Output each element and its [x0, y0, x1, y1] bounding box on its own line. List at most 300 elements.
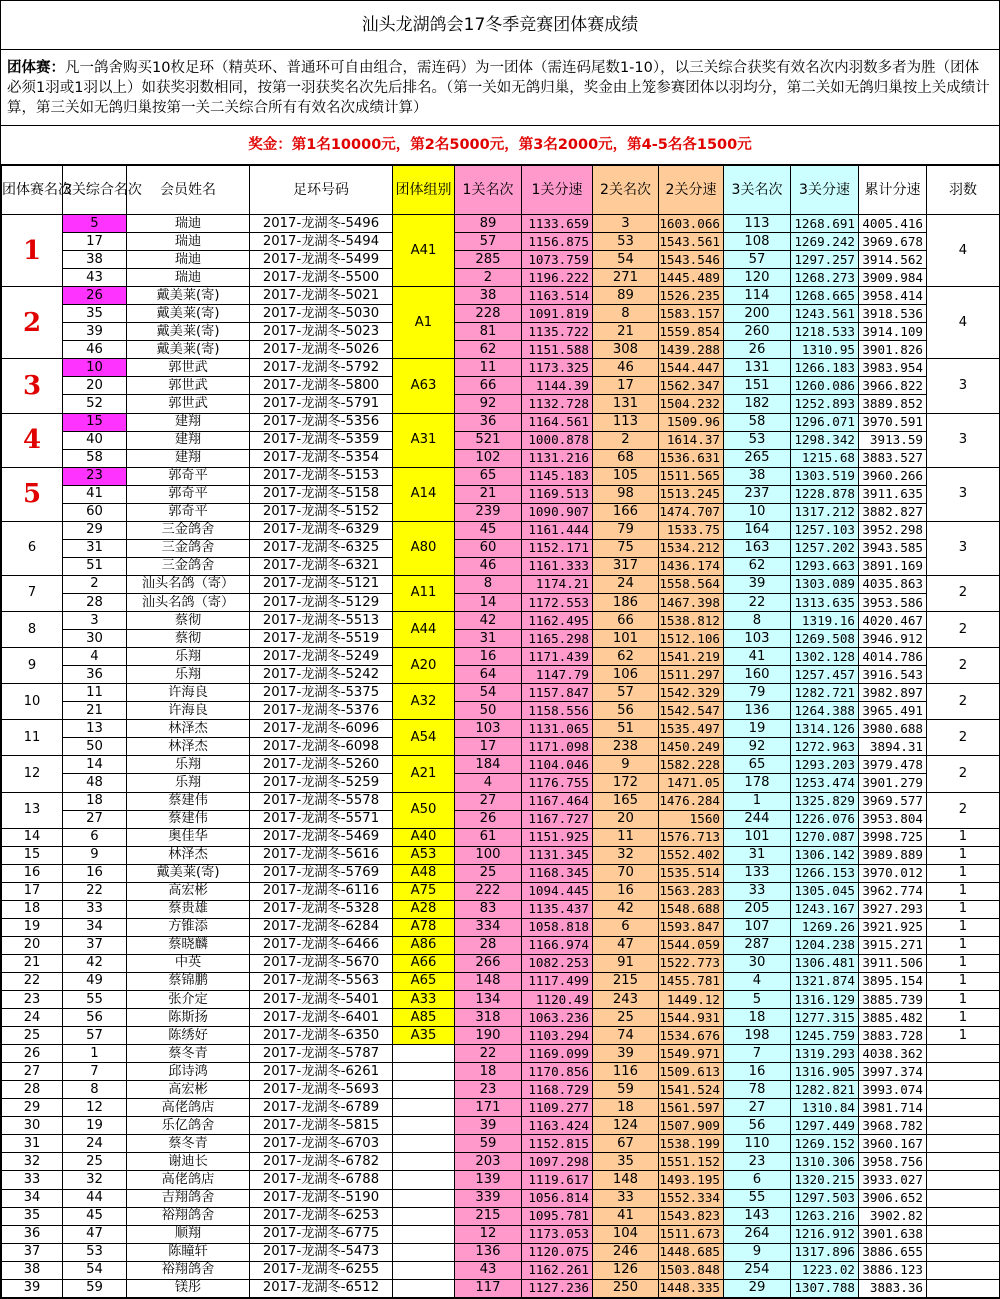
- ring-number: 2017-龙湖冬-5499: [250, 251, 393, 269]
- stage1-rank: 62: [455, 341, 522, 359]
- ring-number: 2017-龙湖冬-5259: [250, 774, 393, 792]
- member-name: 郭奇平: [127, 485, 250, 503]
- stage1-speed: 1056.814: [522, 1189, 593, 1207]
- stage3-rank: 143: [724, 1207, 791, 1225]
- stage2-rank: 70: [593, 864, 659, 882]
- bird-count: 1: [927, 864, 1000, 882]
- stage3-rank: 22: [724, 593, 791, 611]
- bird-count: 3: [927, 467, 1000, 521]
- stage2-rank: 20: [593, 810, 659, 828]
- stage2-speed: 1436.174: [659, 557, 724, 575]
- stage2-speed: 1582.228: [659, 756, 724, 774]
- stage1-rank: 46: [455, 557, 522, 575]
- ring-number: 2017-龙湖冬-5153: [250, 467, 393, 485]
- stage3-speed: 1310.84: [791, 1099, 859, 1117]
- stage2-rank: 105: [593, 467, 659, 485]
- table-row: [2, 846, 1000, 864]
- table-row: [2, 467, 1000, 485]
- stage3-rank: 163: [724, 539, 791, 557]
- stage1-rank: 45: [455, 521, 522, 539]
- team-rank: 29: [2, 1099, 63, 1117]
- bird-count: 2: [927, 612, 1000, 648]
- combined-rank: 57: [63, 1027, 127, 1045]
- stage3-speed: 1269.508: [791, 630, 859, 648]
- combined-rank: 14: [63, 756, 127, 774]
- ring-number: 2017-龙湖冬-5571: [250, 810, 393, 828]
- stage2-speed: 1522.773: [659, 954, 724, 972]
- stage2-speed: 1471.05: [659, 774, 724, 792]
- stage2-speed: 1544.447: [659, 359, 724, 377]
- stage2-rank: 68: [593, 449, 659, 467]
- table-row: [2, 503, 1000, 521]
- stage1-speed: 1131.345: [522, 846, 593, 864]
- ring-number: 2017-龙湖冬-6116: [250, 882, 393, 900]
- table-row: [2, 449, 1000, 467]
- combined-rank: 31: [63, 539, 127, 557]
- header-stage2-speed: 2关分速: [659, 166, 724, 215]
- stage3-speed: 1303.519: [791, 467, 859, 485]
- ring-number: 2017-龙湖冬-5260: [250, 756, 393, 774]
- team-rank: 24: [2, 1009, 63, 1027]
- combined-rank: 15: [63, 413, 127, 431]
- stage3-speed: 1282.721: [791, 684, 859, 702]
- stage2-speed: 1439.288: [659, 341, 724, 359]
- member-name: 戴美莱(寄): [127, 287, 250, 305]
- team-rank: 34: [2, 1189, 63, 1207]
- stage1-speed: 1104.046: [522, 756, 593, 774]
- stage1-rank: 42: [455, 612, 522, 630]
- stage1-speed: 1119.617: [522, 1171, 593, 1189]
- bird-count: [927, 1207, 1000, 1225]
- total-speed: 3909.984: [859, 269, 927, 287]
- team-rank: 14: [2, 828, 63, 846]
- stage1-rank: 60: [455, 539, 522, 557]
- stage2-speed: 1476.284: [659, 792, 724, 810]
- table-row: [2, 1135, 1000, 1153]
- member-name: 郭奇平: [127, 467, 250, 485]
- stage1-speed: 1158.556: [522, 702, 593, 720]
- stage3-rank: 58: [724, 413, 791, 431]
- stage3-rank: 160: [724, 666, 791, 684]
- stage2-speed: 1535.497: [659, 720, 724, 738]
- member-name: 裕翔鸽舍: [127, 1207, 250, 1225]
- ring-number: 2017-龙湖冬-5519: [250, 630, 393, 648]
- total-speed: 3911.506: [859, 954, 927, 972]
- stage2-speed: 1449.12: [659, 991, 724, 1009]
- stage2-rank: 243: [593, 991, 659, 1009]
- stage3-rank: 31: [724, 846, 791, 864]
- stage1-speed: 1170.856: [522, 1063, 593, 1081]
- stage2-speed: 1548.688: [659, 900, 724, 918]
- stage1-rank: 239: [455, 503, 522, 521]
- table-row: [2, 702, 1000, 720]
- bird-count: 3: [927, 413, 1000, 467]
- header-team-rank: 团体赛名次: [2, 166, 63, 215]
- total-speed: 3914.109: [859, 323, 927, 341]
- stage3-speed: 1272.963: [791, 738, 859, 756]
- stage1-rank: 28: [455, 936, 522, 954]
- combined-rank: 5: [63, 215, 127, 233]
- team-group: A65: [393, 972, 455, 990]
- stage3-rank: 29: [724, 1279, 791, 1297]
- total-speed: 3889.852: [859, 395, 927, 413]
- team-group: [393, 1279, 455, 1297]
- combined-rank: 21: [63, 702, 127, 720]
- stage1-speed: 1135.437: [522, 900, 593, 918]
- bird-count: [927, 1189, 1000, 1207]
- stage3-rank: 264: [724, 1225, 791, 1243]
- team-rank: 26: [2, 1045, 63, 1063]
- stage1-speed: 1091.819: [522, 305, 593, 323]
- stage1-rank: 25: [455, 864, 522, 882]
- stage2-rank: 131: [593, 395, 659, 413]
- total-speed: 3883.36: [859, 1279, 927, 1297]
- ring-number: 2017-龙湖冬-5401: [250, 991, 393, 1009]
- stage1-speed: 1133.659: [522, 215, 593, 233]
- table-row: [2, 1063, 1000, 1081]
- member-name: 蔡晓麟: [127, 936, 250, 954]
- stage1-speed: 1127.236: [522, 1279, 593, 1297]
- ring-number: 2017-龙湖冬-5616: [250, 846, 393, 864]
- stage2-speed: 1509.96: [659, 413, 724, 431]
- bird-count: 1: [927, 882, 1000, 900]
- table-row: [2, 269, 1000, 287]
- stage2-speed: 1562.347: [659, 377, 724, 395]
- stage2-rank: 148: [593, 1171, 659, 1189]
- header-stage1-speed: 1关分速: [522, 166, 593, 215]
- total-speed: 3979.478: [859, 756, 927, 774]
- stage3-speed: 1216.912: [791, 1225, 859, 1243]
- stage1-rank: 36: [455, 413, 522, 431]
- ring-number: 2017-龙湖冬-5578: [250, 792, 393, 810]
- stage3-rank: 178: [724, 774, 791, 792]
- stage3-speed: 1253.474: [791, 774, 859, 792]
- ring-number: 2017-龙湖冬-5328: [250, 900, 393, 918]
- stage2-speed: 1511.565: [659, 467, 724, 485]
- team-group: A1: [393, 287, 455, 359]
- member-name: 高宏彬: [127, 882, 250, 900]
- stage1-rank: 190: [455, 1027, 522, 1045]
- rules-text: [1, 50, 999, 126]
- team-group: A41: [393, 215, 455, 287]
- total-speed: 3906.652: [859, 1189, 927, 1207]
- member-name: 乐翔: [127, 756, 250, 774]
- stage3-rank: 260: [724, 323, 791, 341]
- ring-number: 2017-龙湖冬-5121: [250, 575, 393, 593]
- stage3-speed: 1314.126: [791, 720, 859, 738]
- combined-rank: 20: [63, 377, 127, 395]
- member-name: 三金鸽舍: [127, 539, 250, 557]
- combined-rank: 51: [63, 557, 127, 575]
- team-group: [393, 1189, 455, 1207]
- member-name: 瑞迪: [127, 233, 250, 251]
- team-group: [393, 1099, 455, 1117]
- stage3-speed: 1298.342: [791, 431, 859, 449]
- stage3-speed: 1317.212: [791, 503, 859, 521]
- total-speed: 3962.774: [859, 882, 927, 900]
- member-name: 蔡冬青: [127, 1135, 250, 1153]
- team-rank: 10: [2, 684, 63, 720]
- member-name: 郭世武: [127, 377, 250, 395]
- total-speed: 3960.167: [859, 1135, 927, 1153]
- stage3-speed: 1204.238: [791, 936, 859, 954]
- bird-count: 1: [927, 900, 1000, 918]
- bird-count: [927, 1081, 1000, 1099]
- stage2-speed: 1511.673: [659, 1225, 724, 1243]
- ring-number: 2017-龙湖冬-5563: [250, 972, 393, 990]
- table-row: [2, 305, 1000, 323]
- member-name: 郭世武: [127, 359, 250, 377]
- stage2-speed: 1538.199: [659, 1135, 724, 1153]
- stage3-rank: 265: [724, 449, 791, 467]
- member-name: 邱诗鸿: [127, 1063, 250, 1081]
- stage3-speed: 1260.086: [791, 377, 859, 395]
- combined-rank: 6: [63, 828, 127, 846]
- ring-number: 2017-龙湖冬-6098: [250, 738, 393, 756]
- team-group: [393, 1225, 455, 1243]
- total-speed: 3982.897: [859, 684, 927, 702]
- stage2-rank: 113: [593, 413, 659, 431]
- member-name: 许海良: [127, 702, 250, 720]
- header-row: [2, 166, 1000, 215]
- member-name: 蔡锦鹏: [127, 972, 250, 990]
- stage3-rank: 41: [724, 648, 791, 666]
- stage2-rank: 54: [593, 251, 659, 269]
- stage2-speed: 1544.059: [659, 936, 724, 954]
- ring-number: 2017-龙湖冬-5375: [250, 684, 393, 702]
- stage2-speed: 1493.195: [659, 1171, 724, 1189]
- ring-number: 2017-龙湖冬-5242: [250, 666, 393, 684]
- stage3-speed: 1310.306: [791, 1153, 859, 1171]
- ring-number: 2017-龙湖冬-5693: [250, 1081, 393, 1099]
- total-speed: 3901.638: [859, 1225, 927, 1243]
- total-speed: 3885.482: [859, 1009, 927, 1027]
- combined-rank: 54: [63, 1261, 127, 1279]
- stage1-speed: 1090.907: [522, 503, 593, 521]
- team-rank: 21: [2, 954, 63, 972]
- stage3-speed: 1319.293: [791, 1045, 859, 1063]
- member-name: 乐翔: [127, 648, 250, 666]
- stage1-speed: 1168.729: [522, 1081, 593, 1099]
- team-rank: 8: [2, 612, 63, 648]
- stage1-rank: 65: [455, 467, 522, 485]
- stage1-speed: 1157.847: [522, 684, 593, 702]
- combined-rank: 29: [63, 521, 127, 539]
- stage2-rank: 59: [593, 1081, 659, 1099]
- combined-rank: 12: [63, 1099, 127, 1117]
- member-name: 镁彤: [127, 1279, 250, 1297]
- combined-rank: 24: [63, 1135, 127, 1153]
- stage2-rank: 42: [593, 900, 659, 918]
- member-name: 张介定: [127, 991, 250, 1009]
- combined-rank: 52: [63, 395, 127, 413]
- stage1-rank: 8: [455, 575, 522, 593]
- team-group: A32: [393, 684, 455, 720]
- stage2-speed: 1467.398: [659, 593, 724, 611]
- team-group: A35: [393, 1027, 455, 1045]
- stage1-rank: 17: [455, 738, 522, 756]
- ring-number: 2017-龙湖冬-6350: [250, 1027, 393, 1045]
- team-rank: 3: [2, 359, 63, 413]
- table-row: [2, 1279, 1000, 1297]
- team-group: [393, 1207, 455, 1225]
- stage3-rank: 65: [724, 756, 791, 774]
- total-speed: 4038.362: [859, 1045, 927, 1063]
- stage3-rank: 182: [724, 395, 791, 413]
- stage2-speed: 1450.249: [659, 738, 724, 756]
- stage2-rank: 215: [593, 972, 659, 990]
- stage2-rank: 16: [593, 882, 659, 900]
- stage1-rank: 43: [455, 1261, 522, 1279]
- ring-number: 2017-龙湖冬-5787: [250, 1045, 393, 1063]
- ring-number: 2017-龙湖冬-6329: [250, 521, 393, 539]
- stage3-rank: 39: [724, 575, 791, 593]
- stage2-rank: 11: [593, 828, 659, 846]
- ring-number: 2017-龙湖冬-5800: [250, 377, 393, 395]
- team-rank: 31: [2, 1135, 63, 1153]
- stage1-rank: 184: [455, 756, 522, 774]
- member-name: 林泽杰: [127, 846, 250, 864]
- stage2-rank: 6: [593, 918, 659, 936]
- member-name: 三金鸽舍: [127, 521, 250, 539]
- stage2-rank: 308: [593, 341, 659, 359]
- total-speed: 3918.536: [859, 305, 927, 323]
- stage1-rank: 27: [455, 792, 522, 810]
- stage1-rank: 102: [455, 449, 522, 467]
- stage2-speed: 1542.329: [659, 684, 724, 702]
- stage2-rank: 18: [593, 1099, 659, 1117]
- stage2-speed: 1559.854: [659, 323, 724, 341]
- stage3-rank: 9: [724, 1243, 791, 1261]
- bird-count: [927, 1045, 1000, 1063]
- stage3-speed: 1257.457: [791, 666, 859, 684]
- member-name: 乐亿鸽舍: [127, 1117, 250, 1135]
- stage2-rank: 74: [593, 1027, 659, 1045]
- stage3-speed: 1264.388: [791, 702, 859, 720]
- team-rank: 38: [2, 1261, 63, 1279]
- stage2-rank: 106: [593, 666, 659, 684]
- ring-number: 2017-龙湖冬-5249: [250, 648, 393, 666]
- stage2-rank: 24: [593, 575, 659, 593]
- stage3-speed: 1268.665: [791, 287, 859, 305]
- stage3-speed: 1215.68: [791, 449, 859, 467]
- stage1-rank: 12: [455, 1225, 522, 1243]
- table-row: [2, 1225, 1000, 1243]
- table-row: [2, 521, 1000, 539]
- stage2-speed: 1513.245: [659, 485, 724, 503]
- stage2-rank: 246: [593, 1243, 659, 1261]
- stage3-speed: 1320.215: [791, 1171, 859, 1189]
- stage2-rank: 116: [593, 1063, 659, 1081]
- stage2-rank: 91: [593, 954, 659, 972]
- stage1-rank: 171: [455, 1099, 522, 1117]
- stage1-rank: 14: [455, 593, 522, 611]
- stage2-rank: 56: [593, 702, 659, 720]
- combined-rank: 28: [63, 593, 127, 611]
- team-group: [393, 1171, 455, 1189]
- stage3-rank: 18: [724, 1009, 791, 1027]
- stage1-rank: 64: [455, 666, 522, 684]
- header-total-speed: 累计分速: [859, 166, 927, 215]
- stage1-speed: 1152.171: [522, 539, 593, 557]
- total-speed: 3970.012: [859, 864, 927, 882]
- total-speed: 3970.591: [859, 413, 927, 431]
- stage2-rank: 101: [593, 630, 659, 648]
- table-row: [2, 359, 1000, 377]
- bird-count: 1: [927, 972, 1000, 990]
- stage1-speed: 1120.075: [522, 1243, 593, 1261]
- team-rank: 9: [2, 648, 63, 684]
- table-row: [2, 1009, 1000, 1027]
- stage2-rank: 186: [593, 593, 659, 611]
- stage3-rank: 101: [724, 828, 791, 846]
- stage1-rank: 59: [455, 1135, 522, 1153]
- stage2-speed: 1549.971: [659, 1045, 724, 1063]
- stage2-speed: 1560: [659, 810, 724, 828]
- member-name: 汕头名鸽（寄）: [127, 593, 250, 611]
- combined-rank: 26: [63, 287, 127, 305]
- stage3-rank: 30: [724, 954, 791, 972]
- stage1-rank: 139: [455, 1171, 522, 1189]
- team-rank: 25: [2, 1027, 63, 1045]
- ring-number: 2017-龙湖冬-5496: [250, 215, 393, 233]
- stage1-rank: 134: [455, 991, 522, 1009]
- stage2-speed: 1538.812: [659, 612, 724, 630]
- stage1-rank: 16: [455, 648, 522, 666]
- table-row: [2, 882, 1000, 900]
- stage3-speed: 1293.663: [791, 557, 859, 575]
- bird-count: 2: [927, 575, 1000, 611]
- stage2-speed: 1603.066: [659, 215, 724, 233]
- combined-rank: 58: [63, 449, 127, 467]
- combined-rank: 23: [63, 467, 127, 485]
- stage1-rank: 23: [455, 1081, 522, 1099]
- stage3-speed: 1277.315: [791, 1009, 859, 1027]
- total-speed: 3882.827: [859, 503, 927, 521]
- header-stage2-rank: 2关名次: [593, 166, 659, 215]
- team-rank: 30: [2, 1117, 63, 1135]
- stage1-speed: 1169.099: [522, 1045, 593, 1063]
- total-speed: 4035.863: [859, 575, 927, 593]
- total-speed: 3913.59: [859, 431, 927, 449]
- stage3-speed: 1319.16: [791, 612, 859, 630]
- stage2-rank: 271: [593, 269, 659, 287]
- team-group: [393, 1117, 455, 1135]
- ring-number: 2017-龙湖冬-6782: [250, 1153, 393, 1171]
- stage3-speed: 1257.103: [791, 521, 859, 539]
- ring-number: 2017-龙湖冬-6466: [250, 936, 393, 954]
- stage1-rank: 66: [455, 377, 522, 395]
- stage3-speed: 1245.759: [791, 1027, 859, 1045]
- total-speed: 3969.577: [859, 792, 927, 810]
- total-speed: 3901.826: [859, 341, 927, 359]
- stage2-speed: 1561.597: [659, 1099, 724, 1117]
- stage3-rank: 5: [724, 991, 791, 1009]
- stage1-rank: 92: [455, 395, 522, 413]
- total-speed: 3885.739: [859, 991, 927, 1009]
- combined-rank: 32: [63, 1171, 127, 1189]
- stage3-rank: 16: [724, 1063, 791, 1081]
- total-speed: 3968.782: [859, 1117, 927, 1135]
- table-row: [2, 810, 1000, 828]
- stage1-speed: 1082.253: [522, 954, 593, 972]
- stage2-speed: 1552.334: [659, 1189, 724, 1207]
- bird-count: 1: [927, 828, 1000, 846]
- bird-count: 1: [927, 1027, 1000, 1045]
- table-row: [2, 323, 1000, 341]
- table-row: [2, 431, 1000, 449]
- header-ring-number: 足环号码: [250, 166, 393, 215]
